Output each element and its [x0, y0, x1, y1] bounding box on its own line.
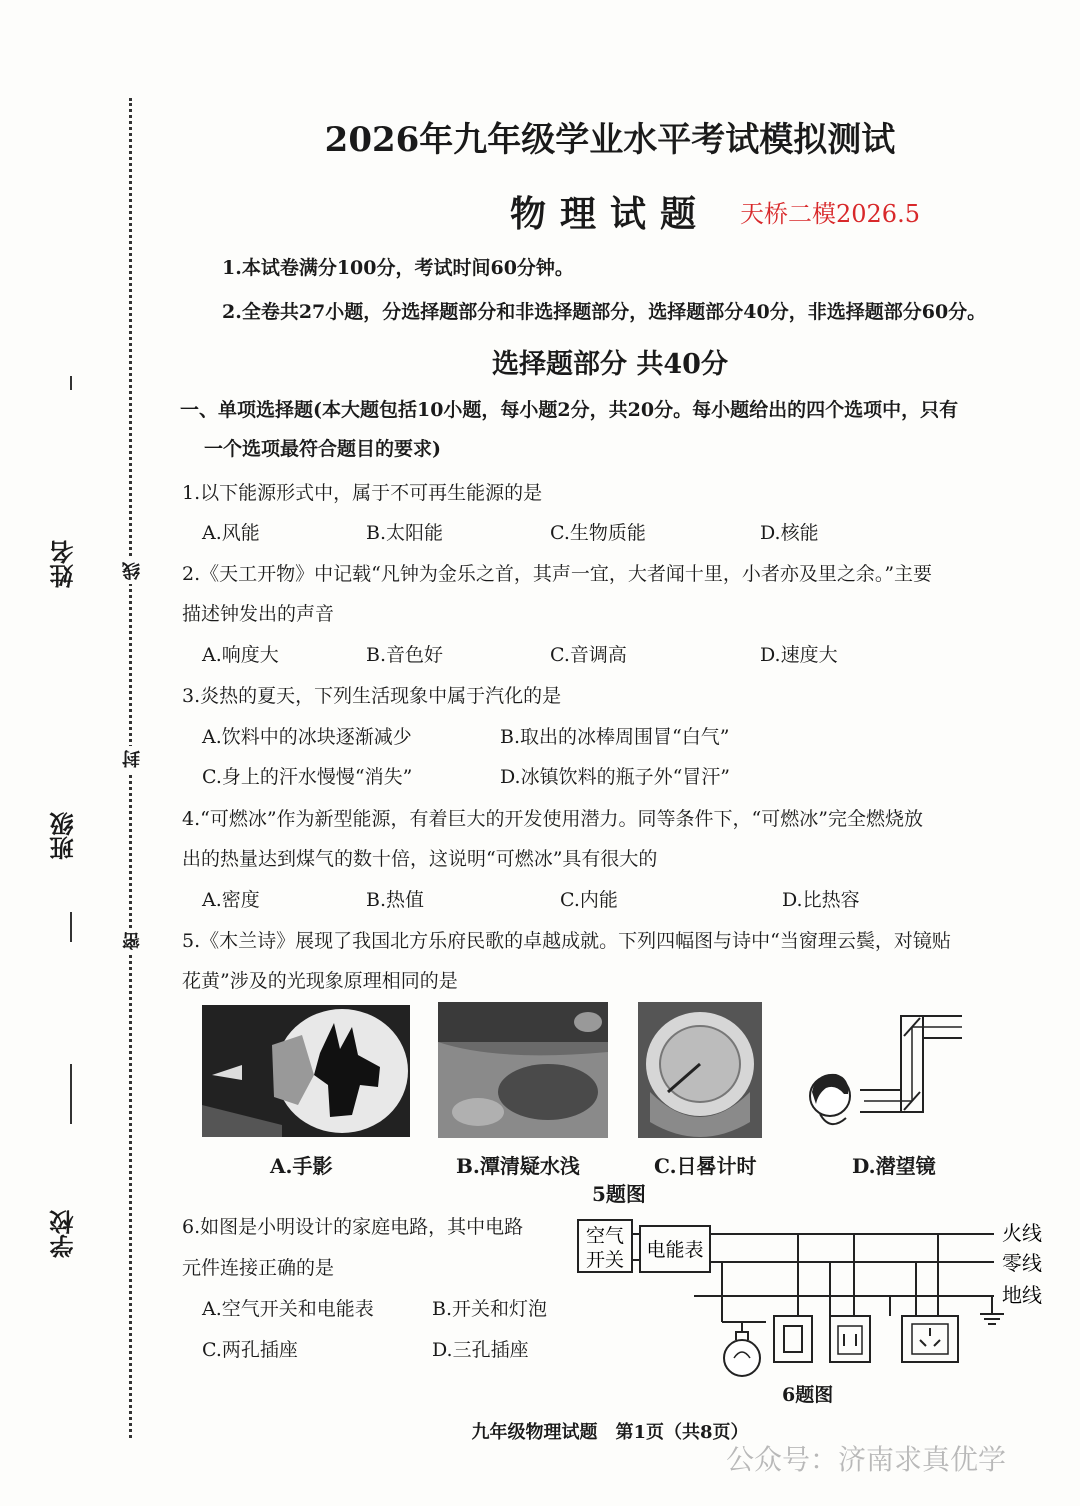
- q2-option-a: A.响度大: [202, 644, 279, 666]
- periscope-diagram: [806, 1014, 966, 1134]
- q5-caption-b: B.潭清疑水浅: [456, 1154, 580, 1178]
- clear-pool-image: [438, 1002, 608, 1138]
- live-label: 火线: [1002, 1221, 1042, 1245]
- seal-char-xian: 线: [120, 558, 146, 584]
- q5-figure-label: 5题图: [592, 1182, 646, 1206]
- question-5-stem-line1: 5.《木兰诗》展现了我国北方乐府民歌的卓越成就。下列四幅图与诗中“当窗理云鬓，对镜贴: [182, 930, 951, 952]
- question-3-stem: 3.炎热的夏天，下列生活现象中属于汽化的是: [182, 685, 562, 707]
- three-pin-socket-icon: [902, 1316, 958, 1362]
- instruction-2: 2.全卷共27小题，分选择题部分和非选择题部分，选择题部分40分，非选择题部分60分。: [222, 301, 987, 323]
- part-heading-line1: 一、单项选择题(本大题包括10小题，每小题2分，共20分。每小题给出的四个选项中，只有: [180, 399, 959, 421]
- q4-option-d: D.比热容: [782, 889, 860, 911]
- question-4-stem-line2: 出的热量达到煤气的数十倍，这说明“可燃冰”具有很大的: [182, 848, 658, 870]
- section-title: 选择题部分 共40分: [492, 349, 728, 380]
- q4-option-c: C.内能: [560, 889, 618, 911]
- q2-option-c: C.音调高: [550, 644, 627, 666]
- class-line: [70, 912, 72, 942]
- question-2-stem-line2: 描述钟发出的声音: [182, 603, 335, 625]
- q4-option-b: B.热值: [366, 889, 425, 911]
- question-2-stem-line1: 2.《天工开物》中记载“凡钟为金乐之首，其声一宜，大者闻十里，小者亦及里之余。”主要: [182, 563, 933, 585]
- q3-option-c: C.身上的汗水慢慢“消失”: [202, 766, 413, 788]
- part-heading-line2: 一个选项最符合题目的要求): [204, 438, 441, 460]
- handwritten-note: 天桥二模2026.5: [740, 200, 920, 228]
- instruction-1: 1.本试卷满分100分，考试时间60分钟。: [222, 257, 574, 279]
- watermark: 公众号：济南求真优学: [726, 1443, 1007, 1476]
- sundial-image: [638, 1002, 762, 1138]
- q1-option-a: A.风能: [202, 522, 260, 544]
- q5-caption-a: A.手影: [270, 1154, 333, 1178]
- q2-option-b: B.音色好: [366, 644, 444, 666]
- q5-caption-d: D.潜望镜: [852, 1154, 936, 1178]
- household-circuit-diagram: [576, 1212, 1046, 1392]
- seal-char-feng: 封: [120, 746, 146, 772]
- school-line-upper: [70, 1064, 72, 1124]
- switch-icon: [774, 1316, 812, 1362]
- question-5-stem-line2: 花黄”涉及的光现象原理相同的是: [182, 970, 458, 992]
- two-pin-socket-icon: [830, 1316, 870, 1362]
- hand-shadow-image: [202, 1005, 410, 1137]
- q1-option-c: C.生物质能: [550, 522, 646, 544]
- bulb-icon: [724, 1340, 760, 1376]
- q6-option-d: D.三孔插座: [432, 1339, 529, 1361]
- school-label: 学校: [49, 1210, 78, 1258]
- q2-option-d: D.速度大: [760, 644, 838, 666]
- name-label: 姓名: [49, 540, 78, 588]
- q1-option-b: B.太阳能: [366, 522, 444, 544]
- q6-figure-label: 6题图: [782, 1384, 834, 1406]
- subject-title: 物理试题: [510, 193, 711, 235]
- q3-option-d: D.冰镇饮料的瓶子外“冒汗”: [500, 766, 731, 788]
- class-label: 班级: [49, 812, 78, 860]
- exam-title: 2026年九年级学业水平考试模拟测试: [324, 120, 896, 160]
- breaker-label-1: 空气: [585, 1225, 625, 1247]
- neutral-label: 零线: [1002, 1251, 1042, 1275]
- meter-label: 电能表: [646, 1239, 704, 1261]
- q3-option-a: A.饮料中的冰块逐渐减少: [202, 726, 412, 748]
- q5-caption-c: C.日晷计时: [654, 1154, 757, 1178]
- question-6-stem-line1: 6.如图是小明设计的家庭电路，其中电路: [182, 1216, 524, 1238]
- seal-char-mi: 密: [120, 928, 146, 954]
- ground-label: 地线: [1002, 1283, 1042, 1307]
- question-6-stem-line2: 元件连接正确的是: [182, 1257, 335, 1279]
- page-footer: 九年级物理试题 第1页（共8页）: [471, 1422, 749, 1443]
- breaker-label-2: 开关: [585, 1249, 625, 1271]
- q1-option-d: D.核能: [760, 522, 819, 544]
- q6-option-c: C.两孔插座: [202, 1339, 298, 1361]
- question-4-stem-line1: 4.“可燃冰”作为新型能源，有着巨大的开发使用潜力。同等条件下，“可燃冰”完全燃烧放: [182, 808, 923, 830]
- q4-option-a: A.密度: [202, 889, 260, 911]
- q3-option-b: B.取出的冰棒周围冒“白气”: [500, 726, 730, 748]
- q6-option-a: A.空气开关和电能表: [202, 1298, 374, 1320]
- question-1-stem: 1.以下能源形式中，属于不可再生能源的是: [182, 482, 543, 504]
- q6-option-b: B.开关和灯泡: [432, 1298, 548, 1320]
